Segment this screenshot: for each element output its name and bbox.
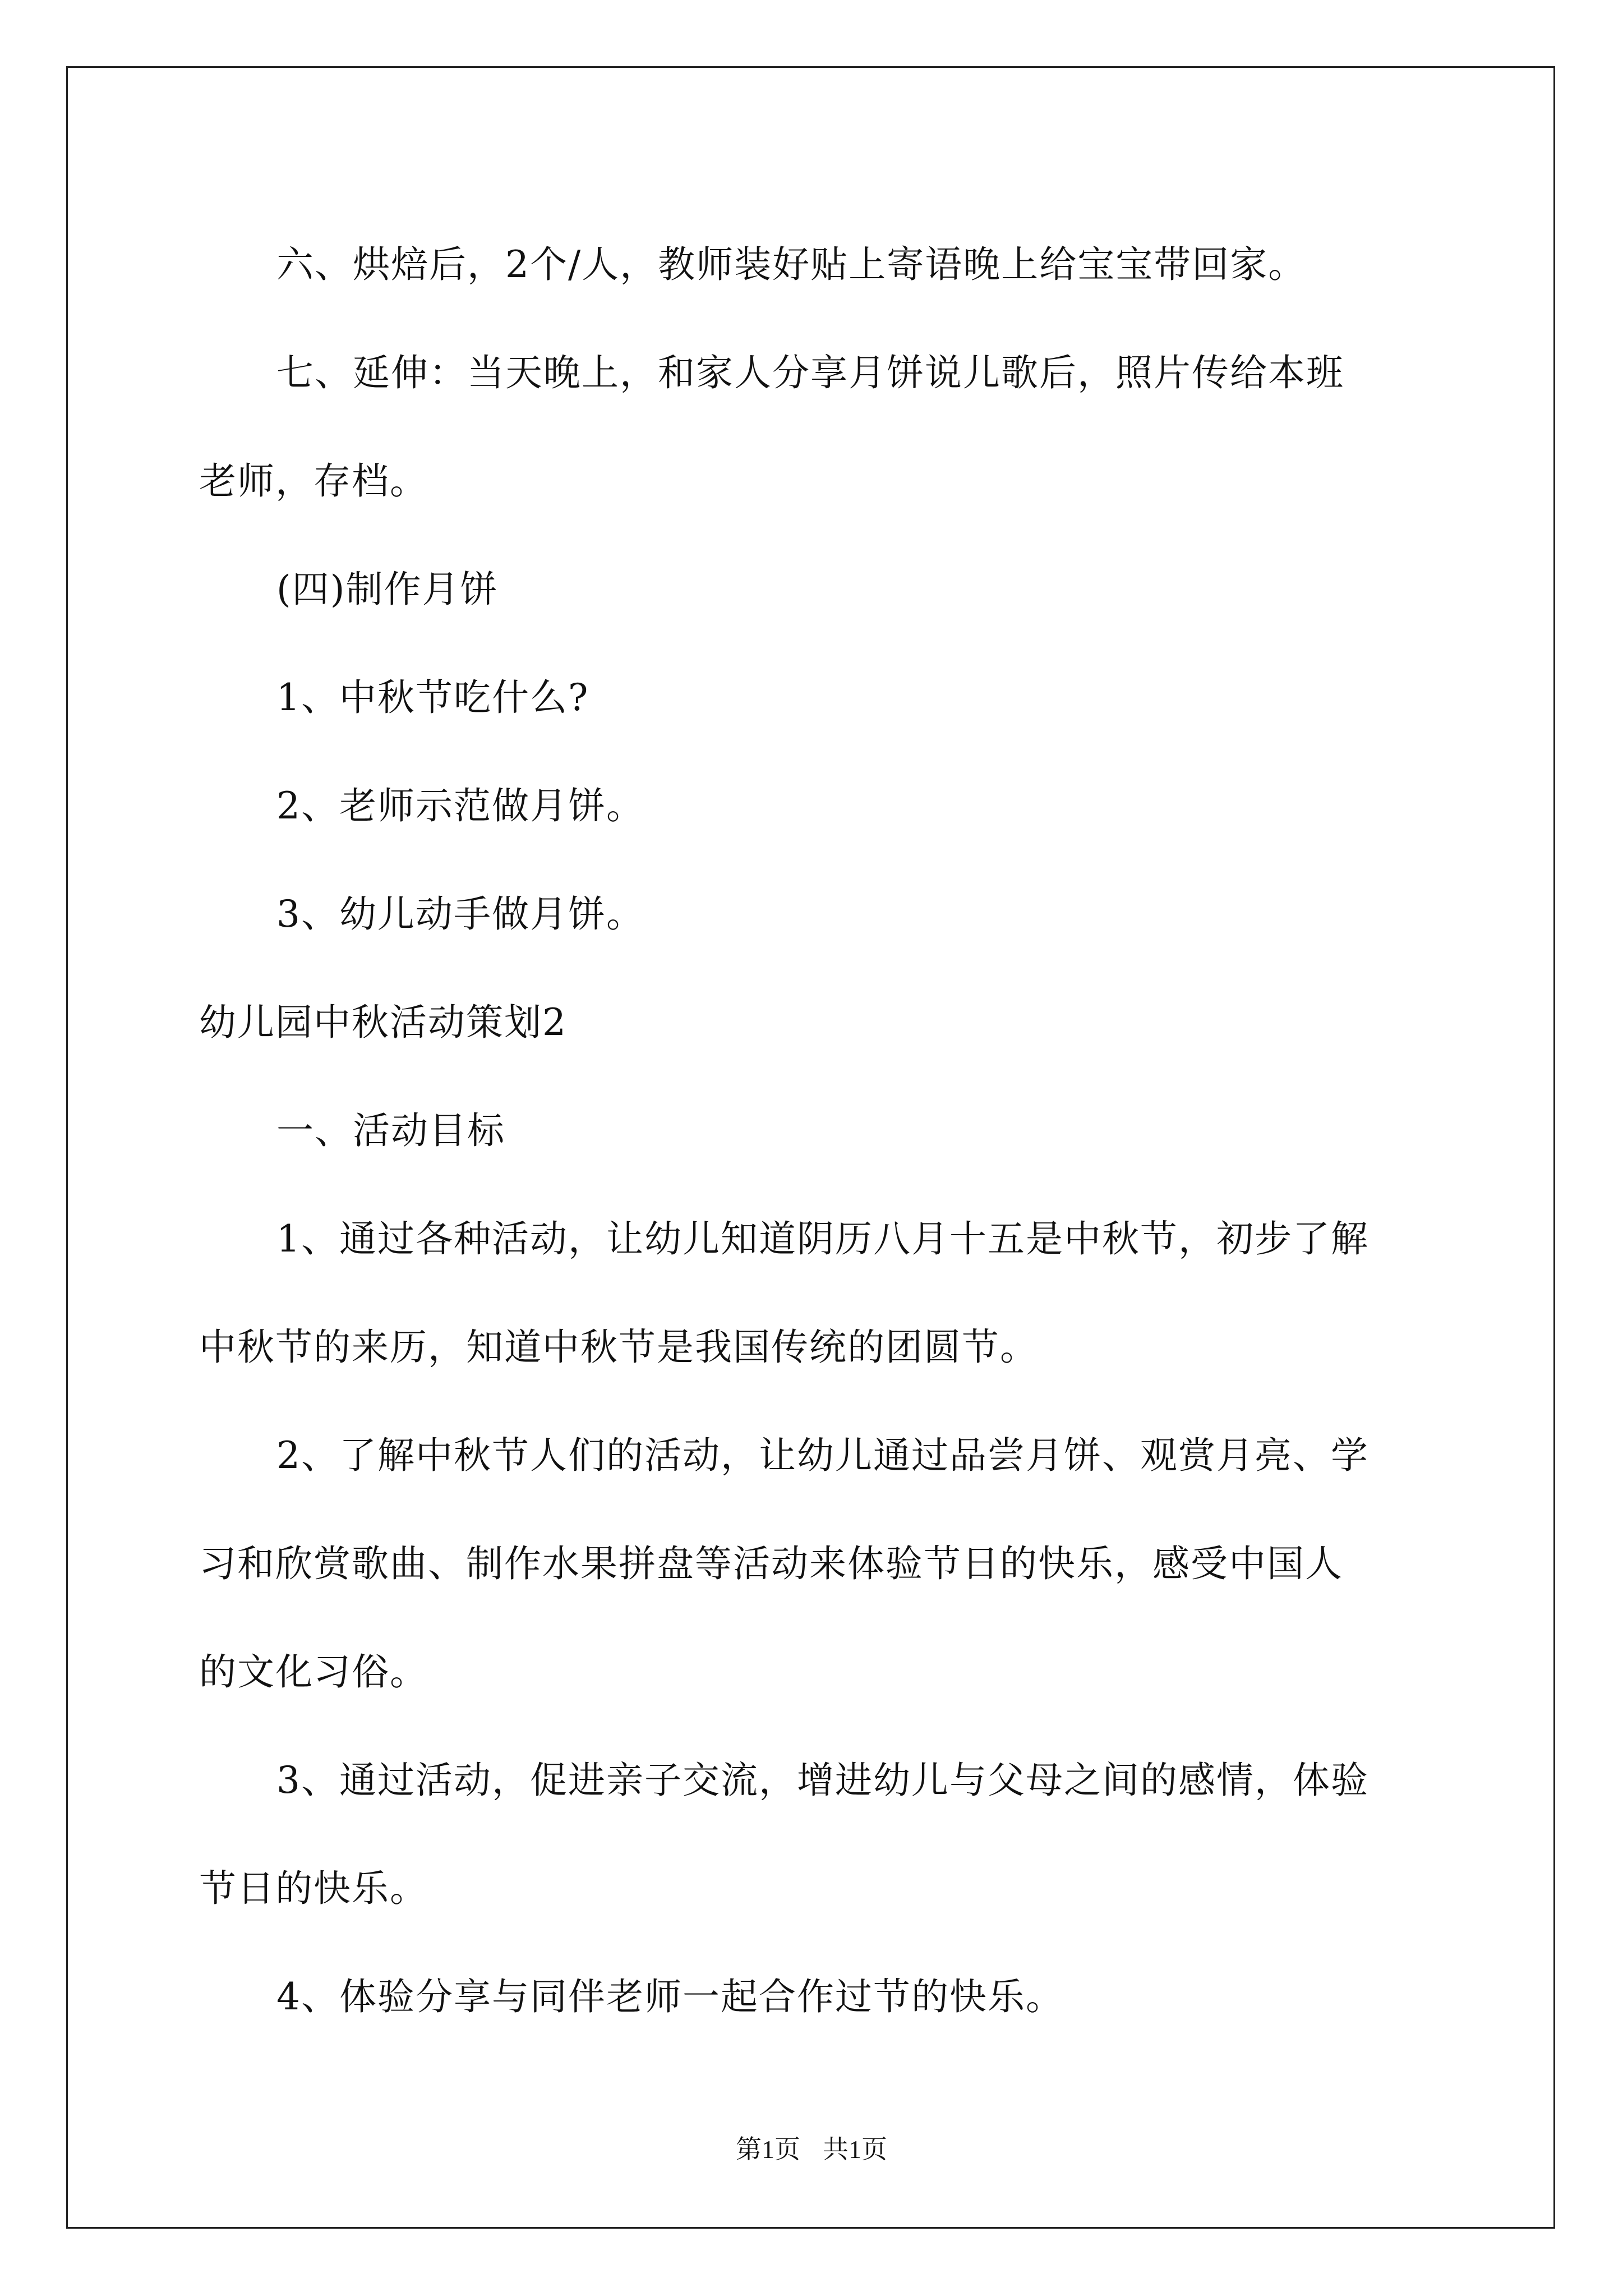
paragraph: 七、延伸：当天晚上，和家人分享月饼说儿歌后，照片传给本班 bbox=[276, 351, 1344, 394]
page-footer bbox=[0, 2129, 1623, 2166]
list-item: 4、体验分享与同伴老师一起合作过节的快乐。 bbox=[276, 1975, 1064, 2018]
list-item: 2、老师示范做月饼。 bbox=[276, 784, 644, 827]
list-item: 2、了解中秋节人们的活动，让幼儿通过品尝月饼、观赏月亮、学 bbox=[276, 1434, 1369, 1477]
paragraph: 习和欣赏歌曲、制作水果拼盘等活动来体验节日的快乐，感受中国人 bbox=[199, 1542, 1343, 1585]
section-heading: 一、活动目标 bbox=[276, 1109, 505, 1152]
page-number: 第1页 bbox=[736, 2135, 800, 2164]
paragraph: 老师，存档。 bbox=[199, 459, 428, 503]
list-item: 3、幼儿动手做月饼。 bbox=[276, 892, 644, 936]
section-heading: (四)制作月饼 bbox=[276, 568, 499, 611]
paragraph: 节日的快乐。 bbox=[199, 1867, 428, 1910]
list-item: 1、通过各种活动，让幼儿知道阴历八月十五是中秋节，初步了解 bbox=[276, 1217, 1369, 1260]
document-title: 幼儿园中秋活动策划2 bbox=[199, 1001, 567, 1044]
list-item: 3、通过活动，促进亲子交流，增进幼儿与父母之间的感情，体验 bbox=[276, 1759, 1369, 1802]
paragraph: 六、烘焙后，2个/人，教师装好贴上寄语晚上给宝宝带回家。 bbox=[276, 243, 1307, 286]
document-body bbox=[199, 210, 1422, 2051]
paragraph: 的文化习俗。 bbox=[199, 1650, 428, 1694]
page-total: 共1页 bbox=[823, 2135, 887, 2164]
paragraph: 中秋节的来历，知道中秋节是我国传统的团圆节。 bbox=[199, 1326, 1038, 1369]
list-item: 1、中秋节吃什么? bbox=[276, 676, 589, 719]
